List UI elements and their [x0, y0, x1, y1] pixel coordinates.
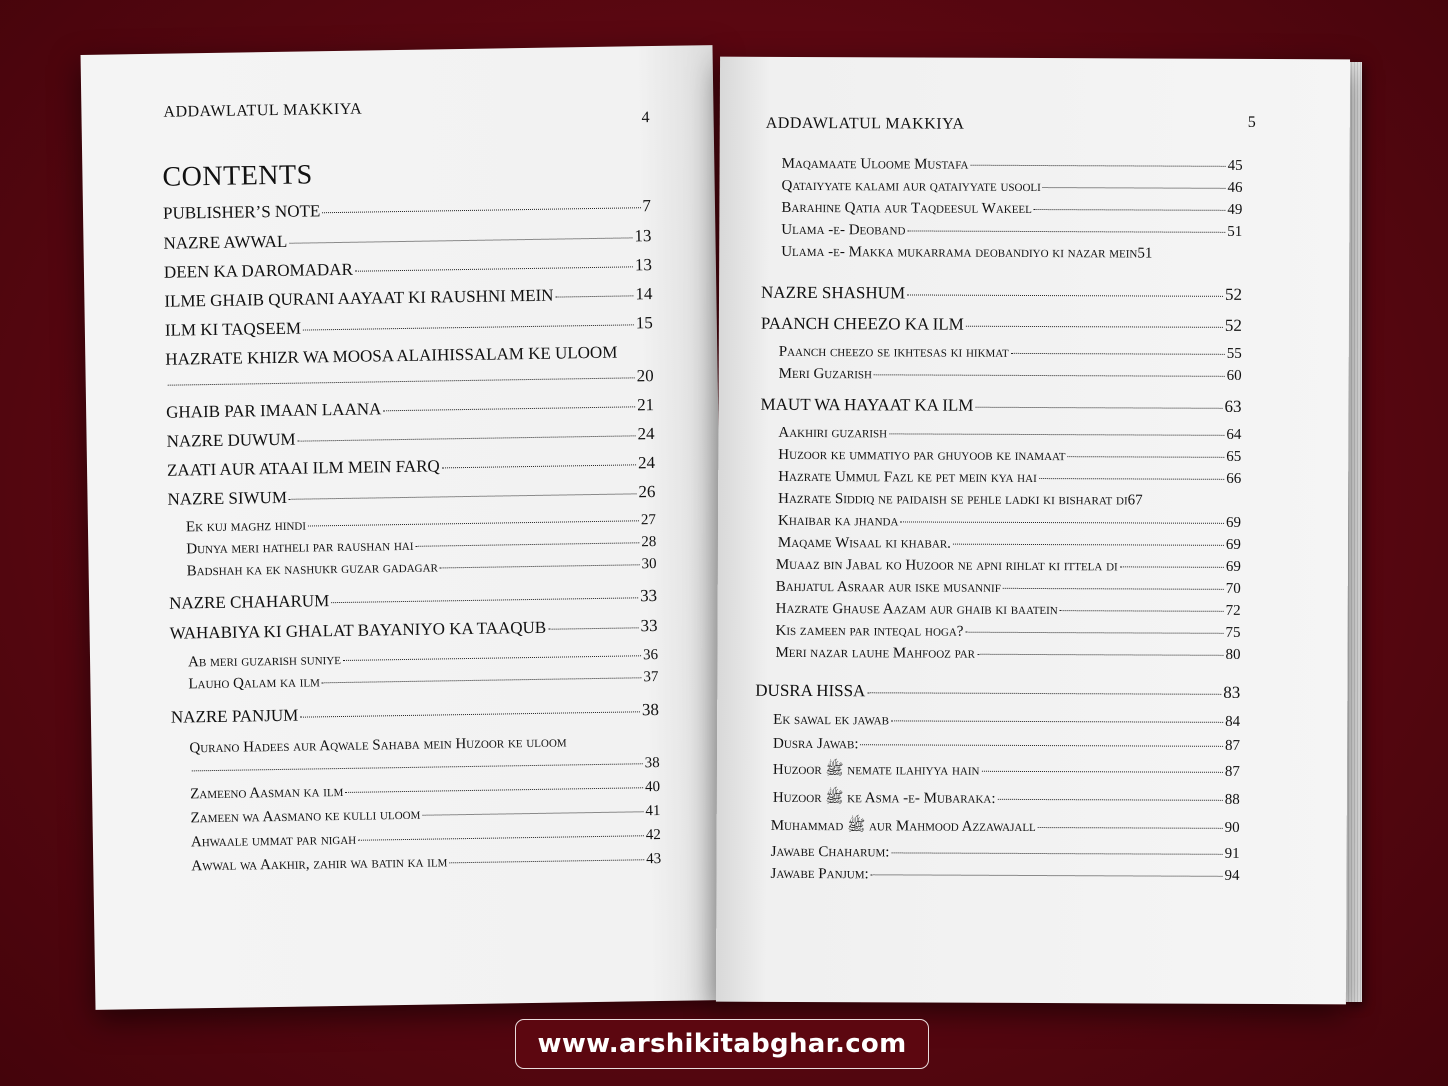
toc-subentry: Paanch cheezo se ikhtesas ki hikmat 55	[778, 343, 1242, 362]
toc-subentry: Huzoor ﷺ nemate ilahiyya hain 87	[772, 761, 1240, 780]
toc-entry: NAZRE DUWUM 24	[166, 424, 655, 451]
toc-subentry: Hazrate Siddiq ne paidaish se pehle ladki ki bisharat di 67	[778, 490, 1143, 509]
toc-subentry: Jawabe Chaharum: 91	[770, 843, 1240, 862]
toc-entry: DEEN KA DAROMADAR 13	[163, 255, 653, 282]
toc-entry: DUSRA HISSA 83	[755, 680, 1241, 702]
toc-entry-wrapped: HAZRATE KHIZR WA MOOSA ALAIHISSALAM KE ULOOM	[165, 342, 618, 369]
toc-subentry-continuation: 38	[190, 755, 660, 779]
contents-title: CONTENTS	[162, 159, 313, 193]
toc-subentry: Huzoor ke ummatiyo par ghuyoob ke inamaat 65	[778, 446, 1242, 465]
toc-subentry: Ek sawal ek jawab 84	[773, 711, 1241, 730]
toc-subentry: Ulama -e- Makka mukarrama deobandiyo ki nazar mein 51	[781, 243, 1153, 262]
toc-subentry: Dunya meri hatheli par raushan hai 28	[186, 534, 657, 558]
toc-entry: ZAATI AUR ATAAI ILM MEIN FARQ 24	[166, 453, 656, 480]
toc-subentry: Qataiyyate kalami aur qataiyyate usooli 46	[781, 177, 1243, 196]
toc-subentry: Kis zameen par inteqal hoga? 75	[775, 622, 1241, 641]
running-head: ADDAWLATUL MAKKIYA	[163, 100, 363, 121]
toc-entry: WAHABIYA KI GHALAT BAYANIYO KA TAAQUB 33	[169, 616, 658, 643]
toc-entry-continuation: 20	[166, 366, 654, 394]
toc-subentry: Ek kuj maghz hindi 27	[185, 512, 657, 536]
toc-entry: NAZRE PANJUM 38	[170, 700, 660, 727]
toc-subentry: Huzoor ﷺ ke Asma -e- Mubaraka: 88	[772, 789, 1240, 808]
toc-entry: ILM KI TAQSEEM 15	[164, 313, 653, 340]
toc-entry: NAZRE SHASHUM 52	[760, 282, 1243, 304]
website-badge[interactable]	[515, 1019, 929, 1069]
toc-subentry: Dusra Jawab: 87	[773, 735, 1241, 754]
page-number: 4	[641, 109, 650, 127]
left-page	[81, 45, 728, 1010]
toc-subentry: Ulama -e- Deoband 51	[781, 221, 1243, 240]
right-page	[716, 57, 1350, 1005]
toc-subentry: Lauho Qalam ka ilm 37	[188, 669, 659, 693]
toc-subentry: Ab meri guzarish suniye 36	[187, 647, 659, 671]
toc-subentry: Barahine Qatia aur Taqdeesul Wakeel 49	[781, 199, 1243, 218]
toc-subentry: Muaaz bin Jabal ko Huzoor ne apni rihlat ki ittela di 69	[775, 556, 1241, 575]
toc-entry: GHAIB PAR IMAAN LAANA 21	[166, 395, 655, 422]
running-head: ADDAWLATUL MAKKIYA	[765, 114, 965, 133]
toc-subentry: Khaibar ka jhanda 69	[778, 512, 1242, 531]
toc-subentry: Badshah ka ek nashukr guzar gadagar 30	[186, 556, 657, 580]
toc-subentry: Maqamaate Uloome Mustafa 45	[781, 155, 1243, 174]
toc-subentry: Jawabe Panjum: 94	[770, 865, 1240, 884]
toc-subentry: Awwal wa Aakhir, zahir wa batin ka ilm 43	[191, 851, 662, 875]
toc-subentry: Aakhiri guzarish 64	[778, 424, 1242, 443]
toc-subentry-wrapped: Qurano Hadees aur Aqwale Sahaba mein Huzoor ke uloom	[189, 734, 567, 757]
toc-subentry: Hazrate Ghause Aazam aur ghaib ki baatein 72	[775, 600, 1241, 619]
toc-entry: NAZRE CHAHARUM 33	[169, 586, 658, 613]
toc-subentry: Muhammad ﷺ aur Mahmood Azzawajall 90	[770, 817, 1240, 836]
toc-subentry: Zameeno Aasman ka ilm 40	[190, 779, 661, 803]
toc-entry: NAZRE SIWUM 26	[167, 482, 656, 509]
website-url[interactable]: www.arshikitabghar.com	[537, 1029, 907, 1059]
toc-entry: NAZRE AWWAL 13	[163, 226, 652, 253]
toc-entry: ILME GHAIB QURANI AAYAAT KI RAUSHNI MEIN 14	[164, 284, 653, 311]
toc-entry: PAANCH CHEEZO KA ILM 52	[760, 313, 1242, 335]
toc-entry: PUBLISHER’S NOTE 7	[162, 196, 652, 223]
toc-subentry: Ahwaale ummat par nigah 42	[190, 827, 661, 851]
toc-entry: MAUT WA HAYAAT KA ILM 63	[760, 394, 1242, 416]
toc-subentry: Zameen wa Aasmano ke kulli uloom 41	[190, 803, 661, 827]
toc-subentry: Meri nazar lauhe Mahfooz par 80	[775, 644, 1241, 663]
toc-subentry: Hazrate Ummul Fazl ke pet mein kya hai 66	[778, 468, 1242, 487]
toc-subentry: Maqame Wisaal ki khabar. 69	[777, 534, 1241, 553]
toc-subentry: Bahjatul Asraar aur iske musannif 70	[775, 578, 1241, 597]
page-number: 5	[1247, 113, 1256, 131]
toc-subentry: Meri Guzarish 60	[778, 365, 1242, 384]
